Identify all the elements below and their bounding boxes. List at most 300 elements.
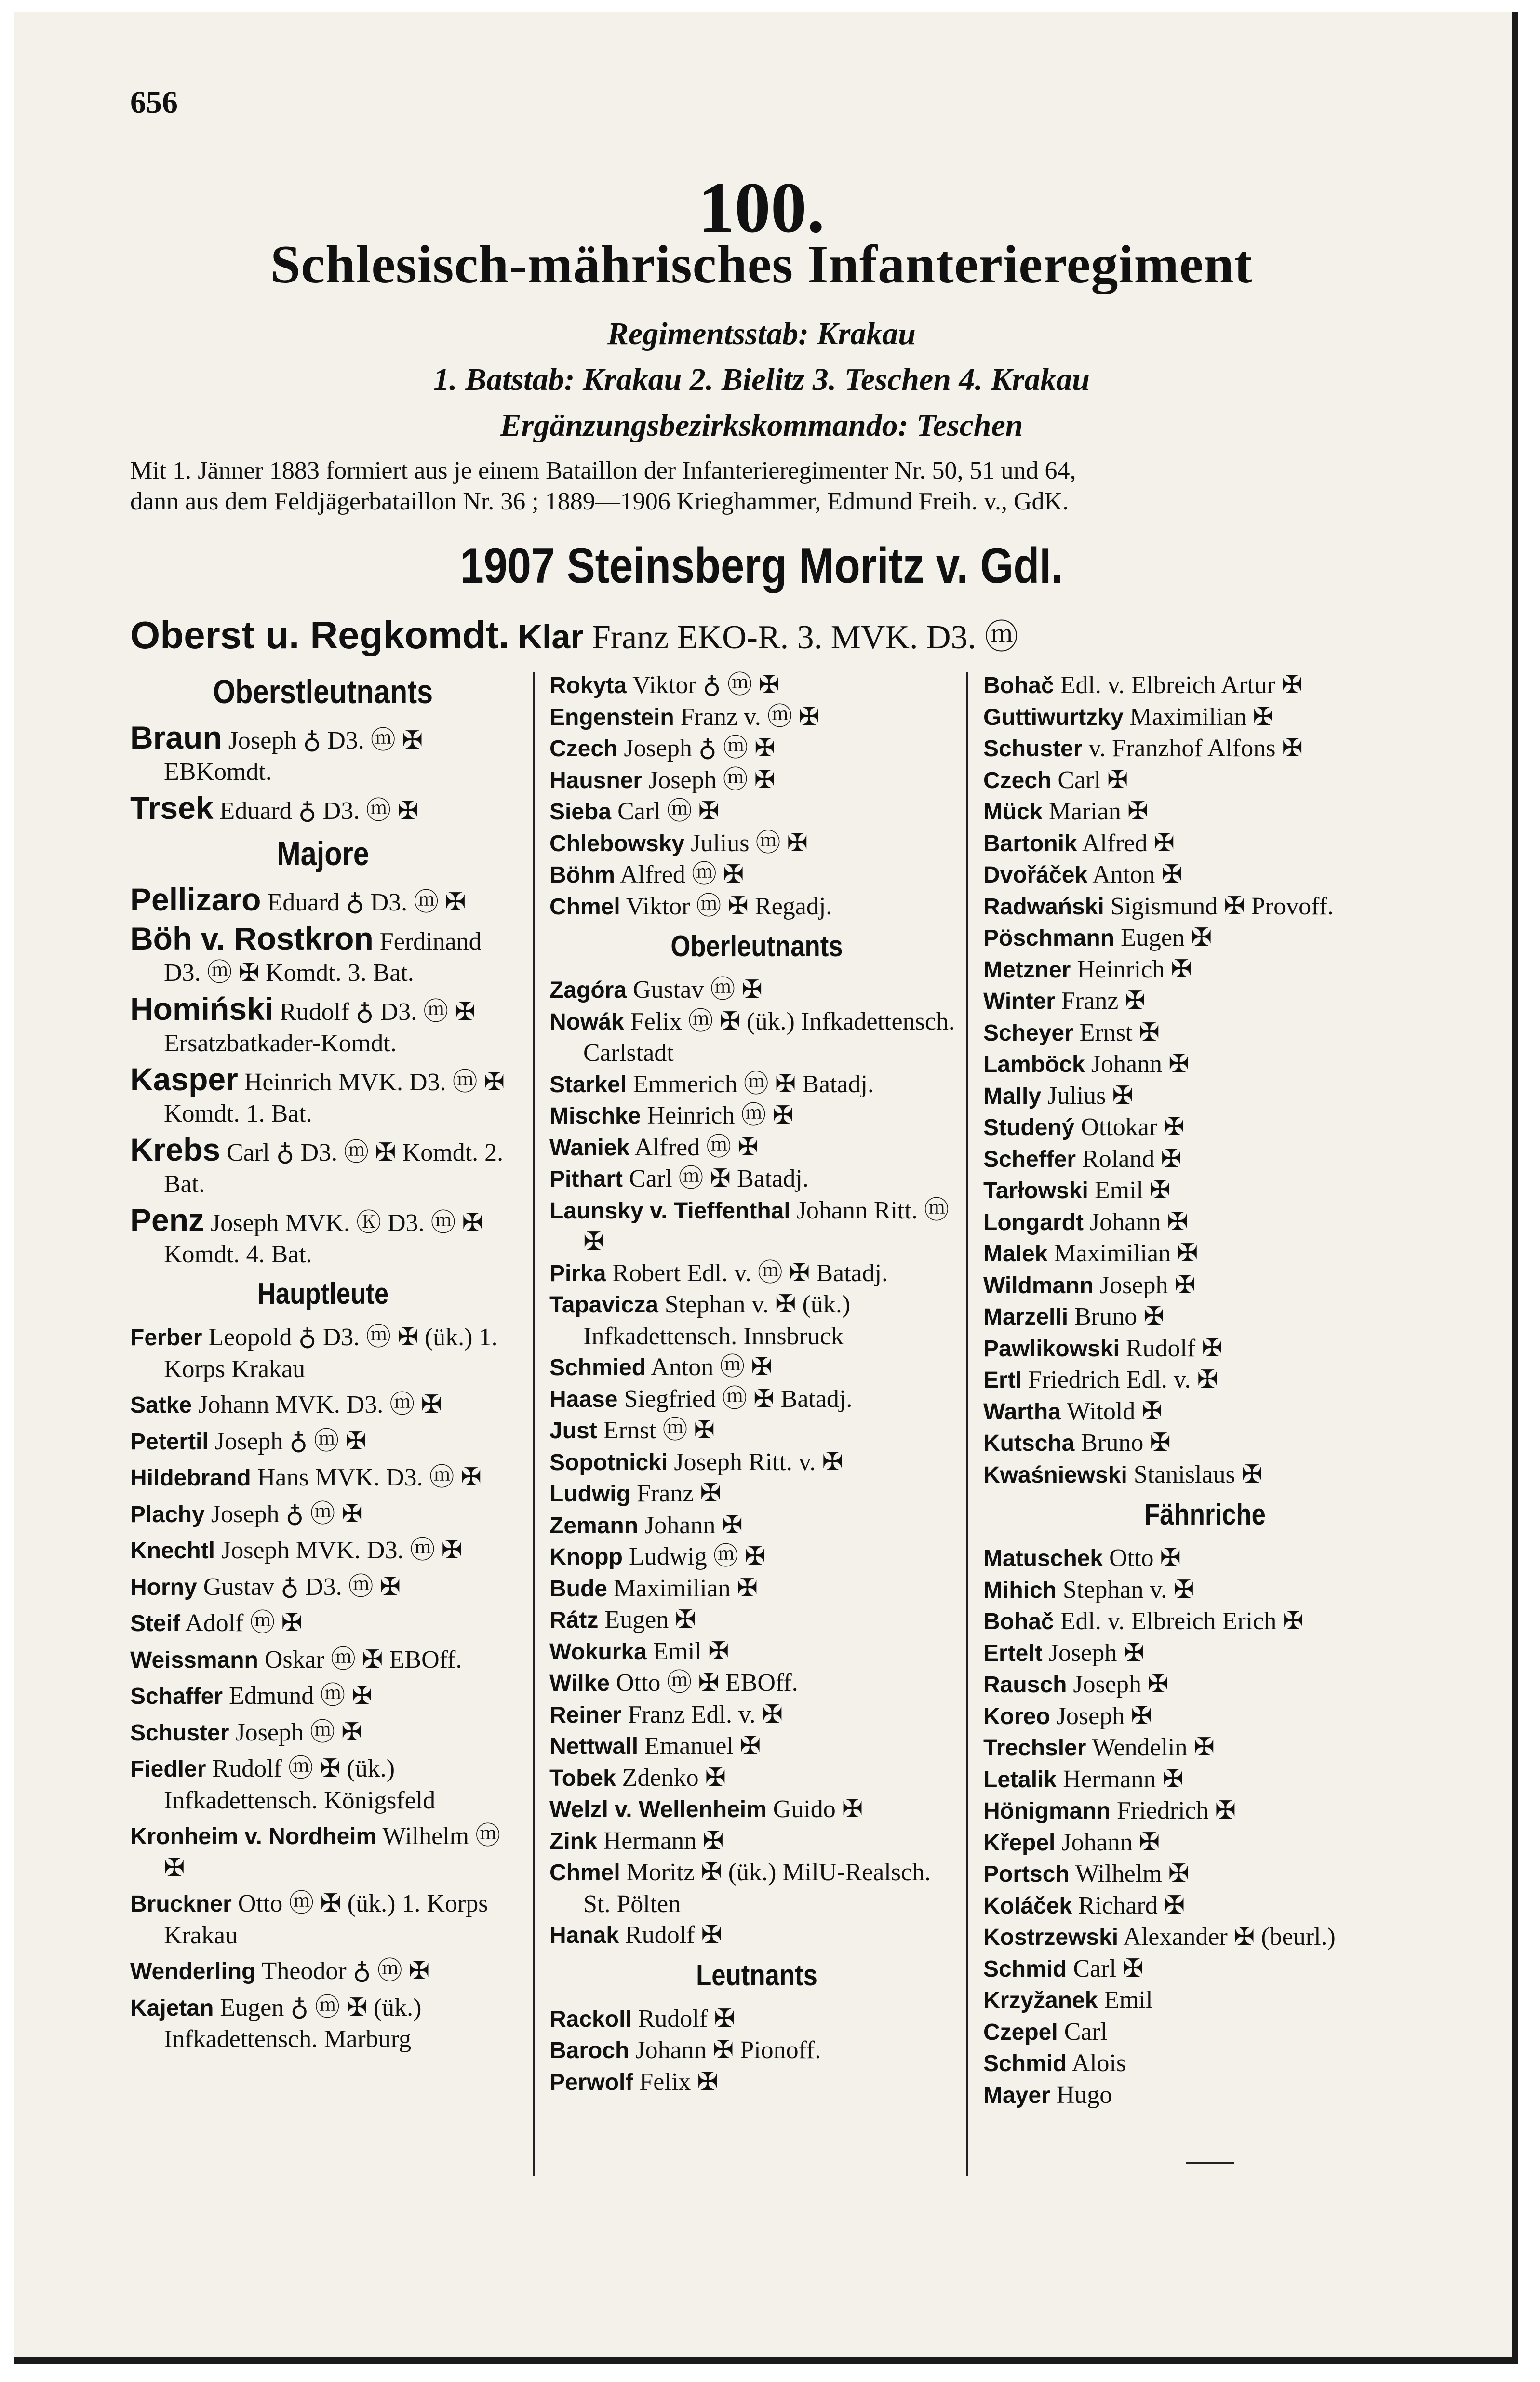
officer-surname: Böh v. Rostkron bbox=[130, 921, 374, 956]
officer-surname: Sopotnicki bbox=[549, 1449, 668, 1475]
officer-surname: Tapavicza bbox=[549, 1292, 658, 1318]
colonel-line bbox=[130, 610, 1018, 658]
officer-details: Eugen ✠ bbox=[604, 1606, 696, 1633]
officer-details: Wilhelm ✠ bbox=[1075, 1860, 1190, 1887]
end-rule bbox=[1186, 2162, 1234, 2164]
officer-details: Johann ✠ bbox=[644, 1511, 743, 1539]
officer-surname: Mihich bbox=[983, 1577, 1057, 1603]
officer-surname: Marzelli bbox=[983, 1304, 1069, 1330]
officer-surname: Baroch bbox=[549, 2038, 629, 2063]
officer-details: Julius ✠ bbox=[1047, 1082, 1133, 1110]
officer-details: Otto ⓜ ✠ (ük.) 1. Korps Krakau bbox=[164, 1890, 488, 1949]
officer-surname: Knopp bbox=[549, 1544, 623, 1570]
officer-entry bbox=[130, 1821, 516, 1884]
officer-details: Ernst ⓜ ✠ bbox=[603, 1417, 715, 1444]
officer-details: Franz Edl. v. ✠ bbox=[628, 1700, 783, 1728]
officer-entry bbox=[130, 1462, 516, 1494]
officer-entry bbox=[549, 1478, 964, 1510]
officer-surname: Nowák bbox=[549, 1009, 624, 1035]
column-divider bbox=[966, 672, 968, 2176]
officer-details: Joseph ✠ bbox=[1099, 1271, 1196, 1299]
officer-details: Carl bbox=[1064, 2018, 1108, 2046]
officer-surname: Bohač bbox=[983, 673, 1054, 698]
officer-surname: Engenstein bbox=[549, 704, 674, 730]
officer-details: Carl ⓜ ✠ Batadj. bbox=[629, 1165, 809, 1192]
officer-details: Marian ✠ bbox=[1048, 798, 1149, 825]
officer-surname: Mally bbox=[983, 1083, 1042, 1109]
officer-entry bbox=[549, 796, 964, 828]
officer-surname: Pirka bbox=[549, 1260, 606, 1286]
officer-surname: Pellizaro bbox=[130, 881, 261, 917]
officer-details: Edmund ⓜ ✠ bbox=[229, 1682, 373, 1710]
officer-details: Joseph ✠ bbox=[1056, 1702, 1152, 1730]
heading-majore: Majore bbox=[277, 834, 369, 872]
officer-details: Guido ✠ bbox=[773, 1795, 863, 1823]
officer-entry bbox=[130, 1535, 516, 1567]
officer-details: Edl. v. Elbreich Artur ✠ bbox=[1060, 671, 1303, 699]
officer-entry bbox=[549, 1447, 964, 1479]
officer-details: Emil bbox=[1104, 1986, 1153, 2014]
officer-surname: Pöschmann bbox=[983, 925, 1115, 951]
officer-details: Eduard ♁ D3. ⓜ ✠ bbox=[219, 797, 418, 825]
officer-entry bbox=[130, 1499, 516, 1531]
officer-surname: Czepel bbox=[983, 2019, 1058, 2045]
officer-details: Joseph Ritt. v. ✠ bbox=[674, 1448, 844, 1476]
officer-details: Alfred ⓜ ✠ bbox=[620, 861, 744, 888]
officer-details: Johann ✠ Pionoff. bbox=[635, 2036, 821, 2064]
list-oberstleutnants bbox=[130, 722, 516, 827]
officer-entry bbox=[549, 1132, 964, 1164]
officer-surname: Penz bbox=[130, 1202, 205, 1238]
officer-details: Ottokar ✠ bbox=[1081, 1113, 1185, 1141]
officer-surname: Rausch bbox=[983, 1672, 1067, 1698]
officer-surname: Guttiwurtzky bbox=[983, 704, 1124, 730]
officer-surname: Satke bbox=[130, 1392, 192, 1418]
officer-entry bbox=[549, 1195, 964, 1258]
officer-surname: Trsek bbox=[130, 790, 214, 826]
officer-entry bbox=[130, 792, 516, 827]
officer-entry bbox=[983, 1575, 1427, 1606]
officer-details: Carl ⓜ ✠ bbox=[617, 798, 720, 825]
officer-entry bbox=[983, 1701, 1427, 1733]
officer-entry bbox=[549, 891, 964, 923]
officer-entry bbox=[983, 1365, 1427, 1396]
regiment-number: 100. bbox=[698, 168, 825, 248]
officer-details: Joseph ♁ ⓜ ✠ bbox=[214, 1427, 366, 1455]
battalion-stations: 1. Batstab: Krakau 2. Bielitz 3. Teschen 4. Krakau bbox=[433, 362, 1090, 397]
officer-surname: Nettwall bbox=[549, 1734, 639, 1759]
officer-surname: Schmid bbox=[983, 2051, 1067, 2076]
officer-entry bbox=[983, 954, 1427, 986]
officer-surname: Schmied bbox=[549, 1355, 646, 1380]
officer-details: Ernst ✠ bbox=[1079, 1018, 1160, 1046]
officer-entry bbox=[983, 1238, 1427, 1270]
officer-entry bbox=[983, 986, 1427, 1017]
officer-details: Carl ♁ D3. ⓜ ✠ Komdt. 2. Bat. bbox=[164, 1139, 504, 1198]
officer-entry bbox=[549, 1415, 964, 1447]
officer-entry bbox=[130, 722, 516, 788]
officer-details: Eugen ✠ bbox=[1121, 924, 1212, 951]
officer-entry bbox=[130, 1322, 516, 1385]
officer-entry bbox=[983, 2017, 1427, 2048]
list-hauptleute-continued bbox=[549, 670, 964, 923]
officer-surname: Haase bbox=[549, 1386, 618, 1412]
officer-surname: Just bbox=[549, 1418, 597, 1444]
officer-entry bbox=[549, 1069, 964, 1101]
officer-entry bbox=[549, 1100, 964, 1132]
officer-surname: Ertelt bbox=[983, 1640, 1043, 1666]
officer-details: Maximilian ✠ bbox=[1054, 1240, 1198, 1267]
officer-details: Joseph ⓜ ✠ bbox=[648, 766, 776, 794]
officer-entry bbox=[130, 881, 516, 919]
officer-details: Hermann ✠ bbox=[1063, 1765, 1184, 1793]
officer-entry bbox=[983, 670, 1427, 702]
officer-entry bbox=[983, 796, 1427, 828]
officer-surname: Bohač bbox=[983, 1609, 1054, 1634]
officer-surname: Rokyta bbox=[549, 673, 627, 698]
officer-entry bbox=[549, 670, 964, 702]
officer-entry bbox=[983, 1112, 1427, 1144]
officer-surname: Plachy bbox=[130, 1501, 205, 1527]
officer-surname: Czech bbox=[549, 736, 618, 762]
officer-surname: Ludwig bbox=[549, 1481, 630, 1507]
history-line: dann aus dem Feldjägerbataillon Nr. 36 ; 1889—1906 Krieghammer, Edmund Freih. v., GdK. bbox=[130, 488, 1069, 515]
officer-surname: Tarłowski bbox=[983, 1178, 1088, 1204]
regiment-staff: Regimentsstab: Krakau bbox=[607, 316, 916, 351]
officer-surname: Homiński bbox=[130, 991, 274, 1027]
officer-details: Bruno ✠ bbox=[1081, 1429, 1171, 1457]
officer-details: Franz ✠ bbox=[1061, 987, 1146, 1015]
officer-entry bbox=[549, 1636, 964, 1668]
officer-entry bbox=[549, 1605, 964, 1636]
officer-details: Emil ✠ bbox=[653, 1637, 729, 1665]
officer-entry bbox=[130, 1061, 516, 1129]
officer-surname: Krzyžanek bbox=[983, 1988, 1098, 2013]
officer-entry bbox=[549, 859, 964, 891]
officer-surname: Horny bbox=[130, 1574, 197, 1600]
officer-entry bbox=[983, 1081, 1427, 1112]
officer-surname: Koláček bbox=[983, 1893, 1072, 1919]
officer-entry bbox=[549, 1763, 964, 1794]
officer-details: Joseph ✠ bbox=[1073, 1671, 1169, 1698]
officer-details: Zdenko ✠ bbox=[622, 1764, 726, 1792]
column-divider bbox=[533, 672, 535, 2176]
officer-entry bbox=[983, 1428, 1427, 1459]
officer-entry bbox=[549, 1794, 964, 1826]
officer-details: Robert Edl. v. ⓜ ✠ Batadj. bbox=[612, 1259, 888, 1287]
officer-entry bbox=[549, 975, 964, 1006]
officer-surname: Böhm bbox=[549, 862, 615, 888]
officer-entry bbox=[549, 702, 964, 734]
officer-details: Viktor ⓜ ✠ Regadj. bbox=[626, 892, 832, 920]
officer-surname: Scheffer bbox=[983, 1146, 1076, 1172]
regiment-title: Schlesisch-mährisches Infanterieregiment bbox=[270, 235, 1253, 294]
officer-surname: Studený bbox=[983, 1115, 1075, 1140]
officer-entry bbox=[549, 1384, 964, 1416]
officer-entry bbox=[983, 1207, 1427, 1239]
officer-entry bbox=[983, 1606, 1427, 1638]
officer-entry bbox=[983, 2048, 1427, 2080]
officer-surname: Schmid bbox=[983, 1956, 1067, 1982]
officer-entry bbox=[983, 1301, 1427, 1333]
officer-details: Maximilian ✠ bbox=[614, 1574, 758, 1602]
officer-details: Carl ✠ bbox=[1073, 1954, 1144, 1982]
officer-details: Emmerich ⓜ ✠ Batadj. bbox=[633, 1070, 874, 1098]
officer-entry bbox=[549, 1510, 964, 1542]
officer-entry bbox=[549, 1258, 964, 1290]
officer-surname: Hanak bbox=[549, 1923, 619, 1948]
officer-details: Richard ✠ bbox=[1078, 1891, 1185, 1919]
officer-details: Joseph ♁ ⓜ ✠ bbox=[624, 735, 776, 762]
officer-details: Ferdinand D3. ⓜ ✠ Komdt. 3. Bat. bbox=[164, 928, 482, 987]
officer-surname: Zagóra bbox=[549, 977, 627, 1003]
officer-entry bbox=[983, 1638, 1427, 1670]
officer-details: Rudolf ♁ D3. ⓜ ✠ Ersatzbatkader-Komdt. bbox=[164, 998, 476, 1057]
officer-details: Johann ✠ bbox=[1061, 1828, 1160, 1856]
officer-surname: Hönigmann bbox=[983, 1798, 1111, 1824]
officer-details: Moritz ✠ (ük.) MilU-Realsch. St. Pölten bbox=[583, 1859, 931, 1918]
officer-entry bbox=[130, 1717, 516, 1749]
officer-entry bbox=[983, 1144, 1427, 1176]
officer-entry bbox=[983, 1270, 1427, 1302]
officer-surname: Starkel bbox=[549, 1071, 627, 1097]
officer-entry bbox=[983, 1732, 1427, 1764]
column-2 bbox=[549, 670, 964, 2098]
heading-oberleutnants: Oberleutnants bbox=[670, 930, 843, 963]
officer-details: Joseph ⓜ ✠ bbox=[235, 1718, 362, 1746]
officer-entry bbox=[983, 1333, 1427, 1365]
officer-entry bbox=[983, 1396, 1427, 1428]
officer-entry bbox=[983, 1827, 1427, 1859]
list-faehnriche bbox=[983, 1543, 1427, 2111]
officer-entry bbox=[549, 828, 964, 860]
recruiting-district: Ergänzungsbezirkskommando: Teschen bbox=[500, 408, 1023, 443]
officer-details: Heinrich ⓜ ✠ bbox=[647, 1102, 793, 1129]
officer-entry bbox=[549, 1826, 964, 1858]
officer-surname: Bartonik bbox=[983, 830, 1077, 856]
officer-details: Stephan v. ✠ bbox=[1063, 1576, 1194, 1604]
officer-details: Leopold ♁ D3. ⓜ ✠ (ük.) 1. Korps Krakau bbox=[164, 1324, 498, 1383]
officer-details: Johann ✠ bbox=[1091, 1050, 1190, 1078]
officer-surname: Sieba bbox=[549, 799, 612, 825]
list-leutnants bbox=[549, 2004, 964, 2099]
officer-details: Anton ✠ bbox=[1092, 861, 1182, 888]
officer-surname: Longardt bbox=[983, 1209, 1084, 1235]
officer-details: Stanislaus ✠ bbox=[1133, 1460, 1263, 1488]
officer-surname: Pithart bbox=[549, 1166, 623, 1192]
officer-details: Friedrich ✠ bbox=[1116, 1797, 1236, 1824]
list-oberleutnants bbox=[549, 975, 964, 1952]
officer-entry bbox=[130, 1888, 516, 1951]
officer-entry bbox=[130, 1572, 516, 1604]
officer-details: Friedrich Edl. v. ✠ bbox=[1028, 1366, 1219, 1393]
officer-entry bbox=[983, 1175, 1427, 1207]
officer-entry bbox=[130, 1134, 516, 1200]
officer-surname: Ertl bbox=[983, 1367, 1022, 1393]
officer-surname: Rátz bbox=[549, 1607, 599, 1633]
officer-entry bbox=[130, 1426, 516, 1458]
officer-entry bbox=[983, 1890, 1427, 1922]
officer-entry bbox=[549, 1541, 964, 1573]
officer-details: Joseph MVK. Ⓚ D3. ⓜ ✠ Komdt. 4. Bat. bbox=[164, 1209, 483, 1268]
officer-entry bbox=[549, 765, 964, 797]
officer-details: Ludwig ⓜ ✠ bbox=[629, 1543, 766, 1570]
officer-surname: Wartha bbox=[983, 1399, 1061, 1425]
colonel-rank: Oberst u. Regkomdt. bbox=[130, 614, 509, 656]
officer-details: Wilhelm ⓜ ✠ bbox=[164, 1822, 501, 1882]
officer-details: Adolf ⓜ ✠ bbox=[185, 1609, 303, 1637]
officer-surname: Malek bbox=[983, 1241, 1048, 1267]
officer-entry bbox=[983, 1017, 1427, 1049]
officer-entry bbox=[130, 1608, 516, 1640]
officer-surname: Kutscha bbox=[983, 1431, 1075, 1456]
officer-surname: Trechsler bbox=[983, 1735, 1086, 1761]
officer-entry bbox=[130, 1753, 516, 1816]
officer-surname: Pawlikowski bbox=[983, 1336, 1120, 1362]
officer-entry bbox=[549, 1164, 964, 1195]
officer-entry bbox=[549, 1920, 964, 1952]
officer-details: Otto ⓜ ✠ EBOff. bbox=[616, 1669, 798, 1697]
officer-details: Johann ✠ bbox=[1089, 1208, 1188, 1236]
officer-surname: Wokurka bbox=[549, 1639, 647, 1665]
book-page bbox=[14, 12, 1518, 2364]
officer-surname: Kostrzewski bbox=[983, 1925, 1119, 1950]
officer-surname: Matuschek bbox=[983, 1546, 1103, 1571]
history-line: Mit 1. Jänner 1883 formiert aus je einem Bataillon der Infanterieregimenter Nr. 50, 51 und 64, bbox=[130, 457, 1076, 484]
officer-entry bbox=[130, 1645, 516, 1676]
officer-details: Rudolf ✠ bbox=[625, 1921, 723, 1949]
officer-surname: Steif bbox=[130, 1611, 181, 1636]
column-3 bbox=[983, 670, 1427, 2111]
officer-surname: Letalik bbox=[983, 1766, 1057, 1793]
officer-details: Anton ⓜ ✠ bbox=[651, 1353, 772, 1381]
officer-surname: Petertil bbox=[130, 1429, 209, 1455]
list-leutnants-continued bbox=[983, 670, 1427, 1491]
heading-leutnants: Leutnants bbox=[696, 1958, 817, 1992]
officer-entry bbox=[130, 1204, 516, 1270]
officer-details: Carl ✠ bbox=[1058, 766, 1128, 794]
officer-surname: Chmel bbox=[549, 1860, 620, 1886]
officer-details: Maximilian ✠ bbox=[1129, 703, 1274, 731]
officer-surname: Wenderling bbox=[130, 1959, 256, 1984]
officer-details: Hermann ✠ bbox=[603, 1827, 724, 1855]
list-hauptleute bbox=[130, 1322, 516, 2055]
officer-details: Wendelin ✠ bbox=[1092, 1734, 1215, 1761]
officer-surname: Hildebrand bbox=[130, 1465, 251, 1491]
heading-oberstleutnants: Oberstleutnants bbox=[213, 673, 433, 710]
officer-surname: Radwański bbox=[983, 894, 1104, 920]
officer-entry bbox=[549, 1857, 964, 1920]
officer-entry bbox=[983, 1985, 1427, 2017]
officer-details: Eduard ♁ D3. ⓜ ✠ bbox=[267, 888, 466, 916]
officer-entry bbox=[983, 1859, 1427, 1890]
officer-surname: Schuster bbox=[983, 736, 1083, 762]
officer-entry bbox=[983, 1459, 1427, 1491]
officer-surname: Bruckner bbox=[130, 1891, 232, 1917]
officer-entry bbox=[549, 1668, 964, 1700]
officer-surname: Waniek bbox=[549, 1135, 630, 1161]
officer-surname: Zemann bbox=[549, 1512, 639, 1539]
officer-surname: Reiner bbox=[549, 1702, 622, 1728]
officer-entry bbox=[983, 702, 1427, 734]
officer-details: Rudolf ⓜ ✠ (ük.) Infkadettensch. Königsfeld bbox=[164, 1755, 436, 1814]
officer-entry bbox=[983, 1922, 1427, 1954]
heading-hauptleute: Hauptleute bbox=[257, 1277, 389, 1311]
officer-entry bbox=[549, 1006, 964, 1069]
officer-entry bbox=[983, 1049, 1427, 1081]
officer-entry bbox=[130, 1956, 516, 1988]
officer-surname: Czech bbox=[983, 767, 1052, 793]
officer-surname: Krebs bbox=[130, 1132, 221, 1167]
officer-entry bbox=[549, 2035, 964, 2067]
officer-details: Joseph ✠ bbox=[1048, 1639, 1144, 1667]
officer-surname: Winter bbox=[983, 989, 1055, 1014]
officer-surname: Mayer bbox=[983, 2082, 1050, 2108]
officer-details: Otto ✠ bbox=[1109, 1544, 1181, 1572]
officer-surname: Mück bbox=[983, 799, 1043, 825]
officer-surname: Fiedler bbox=[130, 1756, 206, 1782]
officer-details: v. Franzhof Alfons ✠ bbox=[1088, 735, 1303, 762]
officer-details: Felix ✠ bbox=[639, 2068, 718, 2096]
officer-details: Alfred ⓜ ✠ bbox=[634, 1133, 759, 1161]
officer-surname: Hausner bbox=[549, 767, 643, 793]
officer-surname: Scheyer bbox=[983, 1020, 1073, 1046]
officer-details: Heinrich MVK. D3. ⓜ ✠ Komdt. 1. Bat. bbox=[164, 1069, 505, 1127]
officer-details: Stephan v. ✠ (ük.) Infkadettensch. Innsbruck bbox=[583, 1291, 851, 1350]
officer-entry bbox=[983, 1543, 1427, 1575]
officer-entry bbox=[130, 923, 516, 989]
officer-entry bbox=[549, 1700, 964, 1731]
officer-details: Oskar ⓜ ✠ EBOff. bbox=[264, 1646, 462, 1673]
officer-details: Joseph ♁ D3. ⓜ ✠ EBKomdt. bbox=[164, 727, 423, 786]
officer-entry bbox=[549, 1289, 964, 1352]
heading-faehnriche: Fähnriche bbox=[1144, 1498, 1266, 1531]
officer-entry bbox=[983, 923, 1427, 954]
officer-entry bbox=[130, 1681, 516, 1713]
officer-details: Johann Ritt. ⓜ ✠ bbox=[583, 1196, 950, 1256]
officer-surname: Weissmann bbox=[130, 1647, 258, 1673]
colonel-name: Klar bbox=[518, 618, 584, 656]
officer-surname: Kasper bbox=[130, 1061, 238, 1097]
officer-surname: Tobek bbox=[549, 1765, 616, 1791]
officer-details: Emanuel ✠ bbox=[644, 1732, 761, 1760]
officer-entry bbox=[130, 993, 516, 1059]
officer-surname: Schuster bbox=[130, 1720, 229, 1746]
officer-surname: Chlebowsky bbox=[549, 830, 685, 856]
officer-surname: Portsch bbox=[983, 1861, 1070, 1887]
officer-surname: Chmel bbox=[549, 894, 620, 920]
regiment-history bbox=[130, 455, 1403, 517]
officer-surname: Kajetan bbox=[130, 1995, 214, 2021]
officer-details: Joseph MVK. D3. ⓜ ✠ bbox=[221, 1537, 463, 1564]
officer-surname: Ferber bbox=[130, 1325, 202, 1351]
officer-entry bbox=[130, 1390, 516, 1421]
officer-details: Hugo bbox=[1056, 2081, 1112, 2109]
page-number: 656 bbox=[130, 85, 178, 120]
officer-entry bbox=[549, 1352, 964, 1384]
officer-surname: Rackoll bbox=[549, 2006, 632, 2032]
officer-details: Emil ✠ bbox=[1094, 1177, 1171, 1204]
officer-entry bbox=[549, 1731, 964, 1763]
officer-details: Heinrich ✠ bbox=[1077, 955, 1192, 983]
officer-details: Witold ✠ bbox=[1066, 1397, 1163, 1425]
column-1 bbox=[130, 670, 516, 2060]
officer-surname: Launsky v. Tieffenthal bbox=[549, 1198, 790, 1224]
officer-details: Bruno ✠ bbox=[1074, 1303, 1165, 1330]
list-majore bbox=[130, 881, 516, 1271]
regiment-owner: 1907 Steinsberg Moritz v. GdI. bbox=[460, 538, 1063, 594]
officer-details: Sigismund ✠ Provoff. bbox=[1110, 892, 1334, 920]
